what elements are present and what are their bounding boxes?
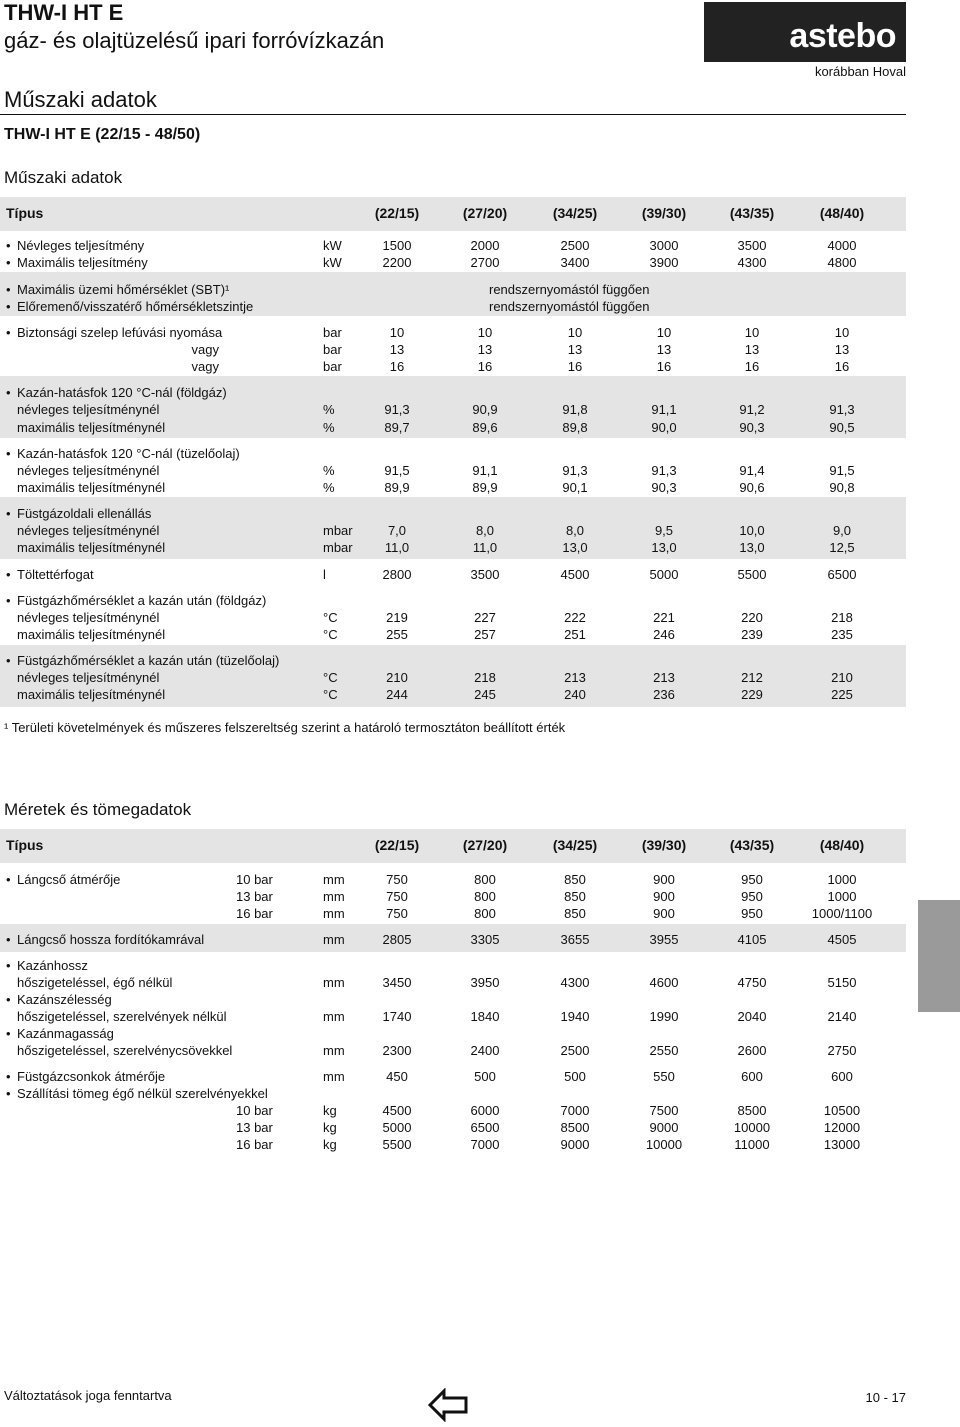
- cell-value: 950: [741, 906, 763, 921]
- column-header: (39/30): [641, 837, 687, 853]
- product-name: THW-I HT E: [4, 0, 124, 25]
- cell-value: 210: [831, 670, 853, 685]
- cell-value: 213: [564, 670, 586, 685]
- row-label: • Füstgázhőmérséklet a kazán után (földgáz): [17, 592, 266, 609]
- divider: [0, 114, 906, 115]
- product-subtitle: gáz- és olajtüzelésű ipari forróvízkazán: [4, 28, 385, 53]
- cell-value: 13: [656, 342, 672, 357]
- table-row: [0, 871, 906, 888]
- table-row: [0, 384, 906, 401]
- side-tab: [918, 900, 960, 1012]
- cell-value: 3400: [560, 255, 590, 270]
- cell-value: 91,3: [829, 402, 855, 417]
- row-unit: mm: [323, 1043, 345, 1058]
- row-unit: °C: [323, 687, 338, 702]
- table-row: [0, 609, 906, 626]
- cell-value: 2040: [737, 1009, 767, 1024]
- row-label: • Maximális üzemi hőmérséklet (SBT)¹: [17, 281, 229, 298]
- footer-disclaimer: Változtatások joga fenntartva: [4, 1388, 172, 1403]
- table-row: [0, 669, 906, 686]
- cell-value: 13,0: [651, 540, 677, 555]
- row-unit: mbar: [323, 523, 353, 538]
- column-header: (43/35): [729, 837, 775, 853]
- row-label: • Kazánszélesség: [17, 991, 112, 1008]
- cell-value: 600: [741, 1069, 763, 1084]
- cell-value: 4600: [649, 975, 679, 990]
- cell-value: 3955: [649, 932, 679, 947]
- cell-value: 2000: [470, 238, 500, 253]
- row-unit: °C: [323, 627, 338, 642]
- row-label: • Lángcső átmérője: [17, 871, 120, 888]
- cell-value: 89,8: [562, 420, 588, 435]
- cell-value: 91,3: [651, 463, 677, 478]
- cell-value: 90,6: [739, 480, 765, 495]
- cell-value: 800: [474, 906, 496, 921]
- cell-value: 4800: [827, 255, 857, 270]
- cell-value: 90,5: [829, 420, 855, 435]
- table-row: [0, 462, 906, 479]
- table-row: [0, 652, 906, 669]
- cell-value: 4300: [737, 255, 767, 270]
- cell-value: 1500: [382, 238, 412, 253]
- row-label: • Kazán-hatásfok 120 °C-nál (tüzelőolaj): [17, 445, 240, 462]
- table-row: [0, 957, 906, 974]
- row-label: hőszigeteléssel, égő nélkül: [17, 975, 173, 990]
- row-sublabel: 10 bar: [236, 1103, 273, 1118]
- cell-value: 10: [389, 325, 405, 340]
- table-row: [0, 1102, 906, 1119]
- table-row: [0, 974, 906, 991]
- cell-value: 16: [477, 359, 493, 374]
- cell-value: 90,3: [739, 420, 765, 435]
- row-label: maximális teljesítménynél: [17, 627, 166, 642]
- cell-value: 9000: [560, 1137, 590, 1152]
- row-sublabel: 16 bar: [236, 1137, 273, 1152]
- cell-value: 244: [386, 687, 408, 702]
- row-unit: %: [323, 463, 335, 478]
- cell-value: 800: [474, 872, 496, 887]
- cell-value: 900: [653, 872, 675, 887]
- row-label: • Biztonsági szelep lefúvási nyomása: [17, 324, 222, 341]
- cell-value: 600: [831, 1069, 853, 1084]
- table-row: [0, 592, 906, 609]
- cell-value: 91,1: [472, 463, 498, 478]
- table-row: [0, 931, 906, 948]
- cell-value: 16: [834, 359, 850, 374]
- cell-value: 210: [386, 670, 408, 685]
- row-unit: kW: [323, 255, 342, 270]
- table-row: [0, 522, 906, 539]
- cell-value: 2550: [649, 1043, 679, 1058]
- cell-value: 229: [741, 687, 763, 702]
- table-row: [0, 1085, 906, 1102]
- row-unit: kW: [323, 238, 342, 253]
- column-header: (22/15): [374, 837, 420, 853]
- row-label: névleges teljesítménynél: [17, 523, 160, 538]
- cell-value: 222: [564, 610, 586, 625]
- cell-value: 8,0: [565, 523, 585, 538]
- cell-value: 3500: [470, 567, 500, 582]
- cell-value: 6500: [827, 567, 857, 582]
- cell-value: 2500: [560, 1043, 590, 1058]
- cell-value: 10000: [645, 1137, 683, 1152]
- cell-value: 7000: [560, 1103, 590, 1118]
- row-label: • Füstgázhőmérséklet a kazán után (tüzelőolaj): [17, 652, 279, 669]
- cell-value: 236: [653, 687, 675, 702]
- cell-value: 950: [741, 889, 763, 904]
- cell-value: 89,9: [472, 480, 498, 495]
- column-header: (43/35): [729, 205, 775, 221]
- table-row: [0, 401, 906, 418]
- cell-value: 7,0: [387, 523, 407, 538]
- cell-value: 13: [389, 342, 405, 357]
- table2-title: Méretek és tömegadatok: [4, 800, 192, 819]
- column-header: (34/25): [552, 837, 598, 853]
- cell-value: 13: [834, 342, 850, 357]
- table-row: [0, 1136, 906, 1153]
- cell-value: 11,0: [384, 540, 410, 555]
- column-header: (48/40): [819, 837, 865, 853]
- cell-value: 750: [386, 872, 408, 887]
- row-label: névleges teljesítménynél: [17, 670, 160, 685]
- cell-value: 90,3: [651, 480, 677, 495]
- cell-value: 2800: [382, 567, 412, 582]
- cell-value: 91,3: [384, 402, 410, 417]
- column-header: (39/30): [641, 205, 687, 221]
- row-unit: mm: [323, 975, 345, 990]
- cell-value: 90,9: [472, 402, 498, 417]
- row-unit: °C: [323, 610, 338, 625]
- row-label: • Töltettérfogat: [17, 566, 94, 583]
- row-unit: kg: [323, 1137, 337, 1152]
- cell-value: 1840: [470, 1009, 500, 1024]
- model-range: THW-I HT E (22/15 - 48/50): [4, 126, 201, 143]
- cell-span: rendszernyomástól függően: [489, 282, 650, 297]
- table-row: [0, 566, 906, 583]
- table-row: [0, 686, 906, 703]
- cell-value: 1000: [827, 889, 857, 904]
- row-label: hőszigeteléssel, szerelvénycsövekkel: [17, 1043, 233, 1058]
- column-header: (34/25): [552, 205, 598, 221]
- column-header: (22/15): [374, 205, 420, 221]
- cell-value: 16: [656, 359, 672, 374]
- cell-value: 6000: [470, 1103, 500, 1118]
- column-header: (27/20): [462, 205, 508, 221]
- table-row: [0, 1042, 906, 1059]
- back-arrow-icon[interactable]: [428, 1388, 468, 1427]
- cell-value: 235: [831, 627, 853, 642]
- cell-value: 1740: [382, 1009, 412, 1024]
- row-unit: mm: [323, 872, 345, 887]
- row-unit: mm: [323, 1009, 345, 1024]
- row-sublabel: 16 bar: [236, 906, 273, 921]
- cell-value: 2805: [382, 932, 412, 947]
- cell-value: 2200: [382, 255, 412, 270]
- cell-value: 91,5: [384, 463, 410, 478]
- row-unit: bar: [323, 342, 342, 357]
- cell-value: 5150: [827, 975, 857, 990]
- table-row: [0, 358, 906, 375]
- section-title: Műszaki adatok: [4, 87, 157, 112]
- cell-value: 89,9: [384, 480, 410, 495]
- table1-title: Műszaki adatok: [4, 168, 123, 187]
- row-label: • Névleges teljesítmény: [17, 237, 144, 254]
- header-label: Típus: [6, 205, 44, 221]
- table-row: [0, 539, 906, 556]
- cell-value: 11,0: [472, 540, 498, 555]
- table-row: [0, 1119, 906, 1136]
- brand-logo: astebo: [704, 2, 906, 62]
- cell-value: 221: [653, 610, 675, 625]
- table-header: [0, 837, 906, 854]
- cell-value: 227: [474, 610, 496, 625]
- cell-value: 10: [656, 325, 672, 340]
- cell-value: 2140: [827, 1009, 857, 1024]
- row-unit: bar: [323, 359, 342, 374]
- row-label: maximális teljesítménynél: [17, 480, 166, 495]
- cell-value: 8500: [560, 1120, 590, 1135]
- cell-value: 91,2: [739, 402, 765, 417]
- cell-value: 9,5: [654, 523, 674, 538]
- row-sublabel: 13 bar: [236, 889, 273, 904]
- cell-value: 4750: [737, 975, 767, 990]
- page-number: 10 - 17: [865, 1390, 906, 1405]
- row-unit: %: [323, 420, 335, 435]
- cell-value: 2300: [382, 1043, 412, 1058]
- cell-value: 7000: [470, 1137, 500, 1152]
- cell-value: 2700: [470, 255, 500, 270]
- cell-value: 90,0: [651, 420, 677, 435]
- cell-value: 10: [744, 325, 760, 340]
- cell-value: 4500: [382, 1103, 412, 1118]
- cell-value: 2750: [827, 1043, 857, 1058]
- cell-value: 3950: [470, 975, 500, 990]
- cell-value: 245: [474, 687, 496, 702]
- row-sublabel: vagy: [191, 359, 219, 374]
- cell-value: 10: [834, 325, 850, 340]
- table-row: [0, 888, 906, 905]
- table-row: [0, 479, 906, 496]
- cell-value: 4500: [560, 567, 590, 582]
- row-unit: mbar: [323, 540, 353, 555]
- row-label: névleges teljesítménynél: [17, 610, 160, 625]
- cell-value: 800: [474, 889, 496, 904]
- cell-value: 8,0: [475, 523, 495, 538]
- cell-value: 11000: [734, 1137, 770, 1152]
- cell-value: 246: [653, 627, 675, 642]
- cell-value: 5000: [382, 1120, 412, 1135]
- cell-value: 10000: [733, 1120, 771, 1135]
- cell-value: 750: [386, 889, 408, 904]
- cell-value: 13: [744, 342, 760, 357]
- cell-value: 10: [477, 325, 493, 340]
- table-row: [0, 626, 906, 643]
- cell-value: 220: [741, 610, 763, 625]
- cell-value: 750: [386, 906, 408, 921]
- cell-value: 13: [567, 342, 583, 357]
- row-label: hőszigeteléssel, szerelvények nélkül: [17, 1009, 227, 1024]
- row-sublabel: vagy: [191, 342, 219, 357]
- cell-value: 12,5: [829, 540, 855, 555]
- row-unit: kg: [323, 1103, 337, 1118]
- cell-value: 213: [653, 670, 675, 685]
- table-row: [0, 445, 906, 462]
- cell-value: 240: [564, 687, 586, 702]
- row-sublabel: 13 bar: [236, 1120, 273, 1135]
- table-row: [0, 324, 906, 341]
- row-label: • Füstgázcsonkok átmérője: [17, 1068, 165, 1085]
- cell-value: 3000: [649, 238, 679, 253]
- row-label: névleges teljesítménynél: [17, 402, 160, 417]
- table-row: [0, 281, 906, 298]
- table-row: [0, 237, 906, 254]
- row-unit: %: [323, 402, 335, 417]
- row-unit: bar: [323, 325, 342, 340]
- cell-value: 5500: [382, 1137, 412, 1152]
- cell-value: 225: [831, 687, 853, 702]
- row-label: • Kazánmagasság: [17, 1025, 114, 1042]
- row-label: • Kazán-hatásfok 120 °C-nál (földgáz): [17, 384, 227, 401]
- table-row: [0, 298, 906, 315]
- cell-value: 2400: [470, 1043, 500, 1058]
- cell-value: 90,8: [829, 480, 855, 495]
- row-label: • Füstgázoldali ellenállás: [17, 505, 151, 522]
- cell-value: 13000: [823, 1137, 861, 1152]
- cell-value: 850: [564, 889, 586, 904]
- row-label: • Szállítási tömeg égő nélkül szerelvényekkel: [17, 1085, 268, 1102]
- row-unit: mm: [323, 906, 345, 921]
- cell-value: 16: [389, 359, 405, 374]
- table-row: [0, 505, 906, 522]
- cell-value: 3900: [649, 255, 679, 270]
- cell-value: 12000: [823, 1120, 861, 1135]
- row-unit: mm: [323, 889, 345, 904]
- cell-value: 91,4: [739, 463, 765, 478]
- cell-value: 239: [741, 627, 763, 642]
- cell-value: 255: [386, 627, 408, 642]
- cell-value: 4300: [560, 975, 590, 990]
- cell-value: 1940: [560, 1009, 590, 1024]
- cell-value: 8500: [737, 1103, 767, 1118]
- cell-value: 900: [653, 889, 675, 904]
- cell-value: 500: [564, 1069, 586, 1084]
- cell-value: 2600: [737, 1043, 767, 1058]
- footnote: ¹ Területi követelmények és műszeres felszereltség szerint a határoló termosztáton beállított érték: [4, 720, 566, 735]
- cell-value: 90,1: [562, 480, 588, 495]
- table-row: [0, 1008, 906, 1025]
- table-row: [0, 419, 906, 436]
- row-label: maximális teljesítménynél: [17, 540, 166, 555]
- row-unit: mm: [323, 932, 345, 947]
- cell-value: 9000: [649, 1120, 679, 1135]
- cell-value: 218: [831, 610, 853, 625]
- table-header: [0, 205, 906, 222]
- table-row: [0, 905, 906, 922]
- cell-value: 4105: [737, 932, 767, 947]
- cell-span: rendszernyomástól függően: [489, 299, 650, 314]
- cell-value: 89,7: [384, 420, 410, 435]
- cell-value: 3450: [382, 975, 412, 990]
- row-unit: l: [323, 567, 326, 582]
- cell-value: 89,6: [472, 420, 498, 435]
- cell-value: 13,0: [562, 540, 588, 555]
- cell-value: 10,0: [739, 523, 765, 538]
- cell-value: 950: [741, 872, 763, 887]
- cell-value: 2500: [560, 238, 590, 253]
- cell-value: 4000: [827, 238, 857, 253]
- cell-value: 3305: [470, 932, 500, 947]
- table-row: [0, 1025, 906, 1042]
- cell-value: 13,0: [739, 540, 765, 555]
- cell-value: 9,0: [832, 523, 852, 538]
- cell-value: 212: [741, 670, 763, 685]
- cell-value: 257: [474, 627, 496, 642]
- cell-value: 500: [474, 1069, 496, 1084]
- row-label: maximális teljesítménynél: [17, 420, 166, 435]
- cell-value: 10500: [823, 1103, 861, 1118]
- cell-value: 6500: [470, 1120, 500, 1135]
- column-header: (27/20): [462, 837, 508, 853]
- table-row: [0, 341, 906, 358]
- cell-value: 850: [564, 906, 586, 921]
- cell-value: 450: [386, 1069, 408, 1084]
- cell-value: 16: [567, 359, 583, 374]
- header-label: Típus: [6, 837, 44, 853]
- table-row: [0, 991, 906, 1008]
- cell-value: 900: [653, 906, 675, 921]
- cell-value: 219: [386, 610, 408, 625]
- table-row: [0, 254, 906, 271]
- cell-value: 218: [474, 670, 496, 685]
- cell-value: 251: [564, 627, 586, 642]
- cell-value: 1000/1100: [811, 906, 873, 921]
- row-sublabel: 10 bar: [236, 872, 273, 887]
- row-unit: %: [323, 480, 335, 495]
- row-label: • Lángcső hossza fordítókamrával: [17, 931, 204, 948]
- cell-value: 7500: [649, 1103, 679, 1118]
- row-label: • Kazánhossz: [17, 957, 88, 974]
- row-unit: mm: [323, 1069, 345, 1084]
- row-unit: kg: [323, 1120, 337, 1135]
- cell-value: 10: [567, 325, 583, 340]
- cell-value: 91,3: [562, 463, 588, 478]
- cell-value: 4505: [827, 932, 857, 947]
- cell-value: 1000: [827, 872, 857, 887]
- cell-value: 3500: [737, 238, 767, 253]
- cell-value: 91,8: [562, 402, 588, 417]
- cell-value: 5500: [737, 567, 767, 582]
- row-label: • Maximális teljesítmény: [17, 254, 148, 271]
- cell-value: 850: [564, 872, 586, 887]
- table-row: [0, 1068, 906, 1085]
- cell-value: 91,5: [829, 463, 855, 478]
- row-label: maximális teljesítménynél: [17, 687, 166, 702]
- cell-value: 3655: [560, 932, 590, 947]
- cell-value: 550: [653, 1069, 675, 1084]
- column-header: (48/40): [819, 205, 865, 221]
- cell-value: 91,1: [651, 402, 677, 417]
- cell-value: 5000: [649, 567, 679, 582]
- cell-value: 1990: [649, 1009, 679, 1024]
- row-label: • Előremenő/visszatérő hőmérsékletszintje: [17, 298, 253, 315]
- cell-value: 13: [477, 342, 493, 357]
- row-label: névleges teljesítménynél: [17, 463, 160, 478]
- cell-value: 16: [744, 359, 760, 374]
- brand-formerly: korábban Hoval: [814, 64, 906, 79]
- row-unit: °C: [323, 670, 338, 685]
